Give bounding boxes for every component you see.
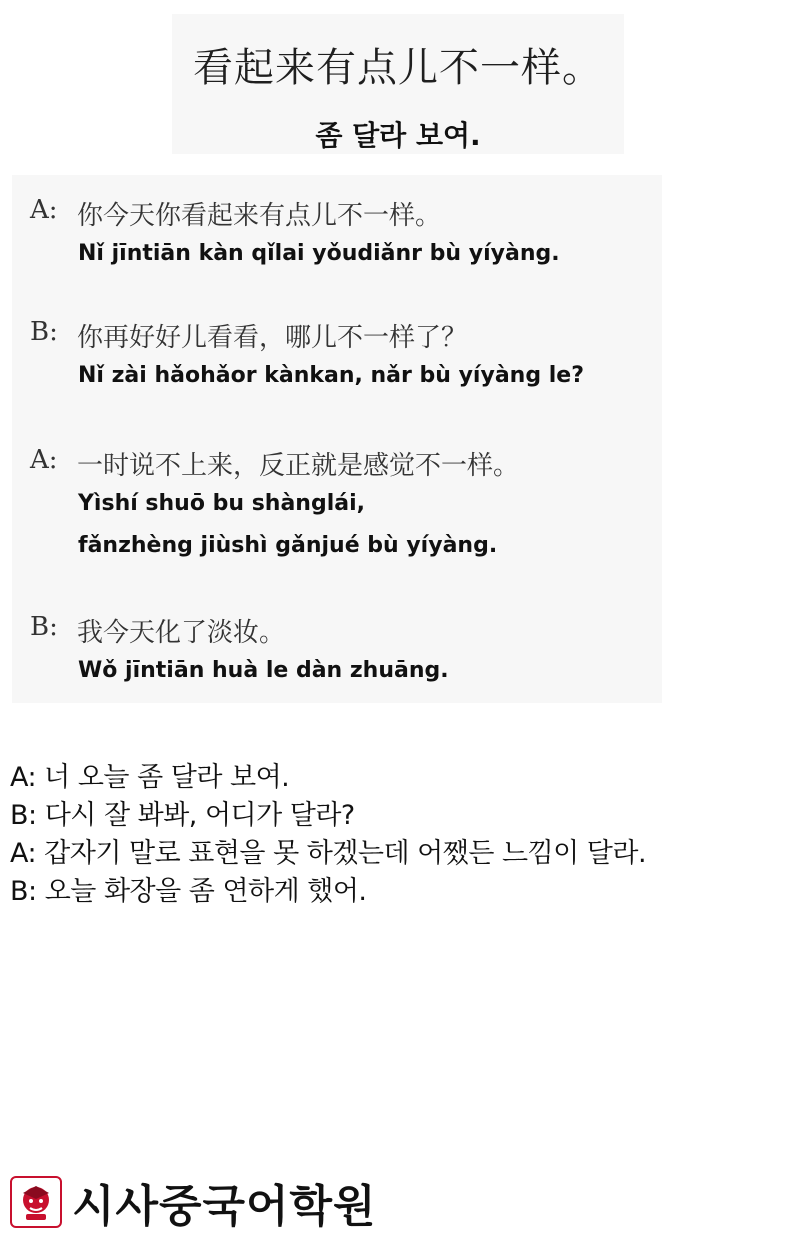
pinyin-line: Nǐ zài hǎohǎor kànkan, nǎr bù yíyàng le? bbox=[78, 363, 584, 388]
chinese-line: 我今天化了淡妆。 bbox=[77, 618, 286, 648]
speaker-label: B: bbox=[30, 317, 58, 347]
pinyin-line: Yìshí shuō bu shànglái, bbox=[78, 491, 365, 516]
pinyin-line: Wǒ jīntiān huà le dàn zhuāng. bbox=[78, 658, 449, 683]
brand-name: 시사중국어학원 bbox=[72, 1181, 377, 1232]
footer-brand bbox=[10, 1172, 377, 1232]
dialogue-box bbox=[12, 175, 662, 703]
title-chinese: 看起来有点儿不一样。 bbox=[193, 45, 603, 91]
title-korean: 좀 달라 보여. bbox=[315, 119, 481, 152]
chinese-line: 你今天你看起来有点儿不一样。 bbox=[77, 201, 442, 231]
pinyin-line: fǎnzhèng jiùshì gǎnjué bù yíyàng. bbox=[78, 533, 498, 558]
chinese-line: 一时说不上来，反正就是感觉不一样。 bbox=[77, 451, 520, 481]
korean-translations bbox=[10, 755, 790, 907]
speaker-label: A: bbox=[30, 195, 58, 225]
chinese-line: 你再好好儿看看，哪儿不一样了？ bbox=[77, 323, 468, 353]
translation-line: B: 오늘 화장을 좀 연하게 했어. bbox=[10, 876, 367, 907]
title-box bbox=[172, 14, 624, 154]
speaker-label: B: bbox=[30, 612, 58, 642]
translation-line: A: 너 오늘 좀 달라 보여. bbox=[10, 762, 290, 793]
pinyin-line: Nǐ jīntiān kàn qǐlai yǒudiǎnr bù yíyàng. bbox=[78, 241, 560, 266]
sisa-logo-icon bbox=[10, 1176, 62, 1228]
speaker-label: A: bbox=[30, 445, 58, 475]
translation-line: A: 갑자기 말로 표현을 못 하겠는데 어쨌든 느낌이 달라. bbox=[10, 838, 647, 869]
translation-line: B: 다시 잘 봐봐, 어디가 달라? bbox=[10, 800, 355, 831]
